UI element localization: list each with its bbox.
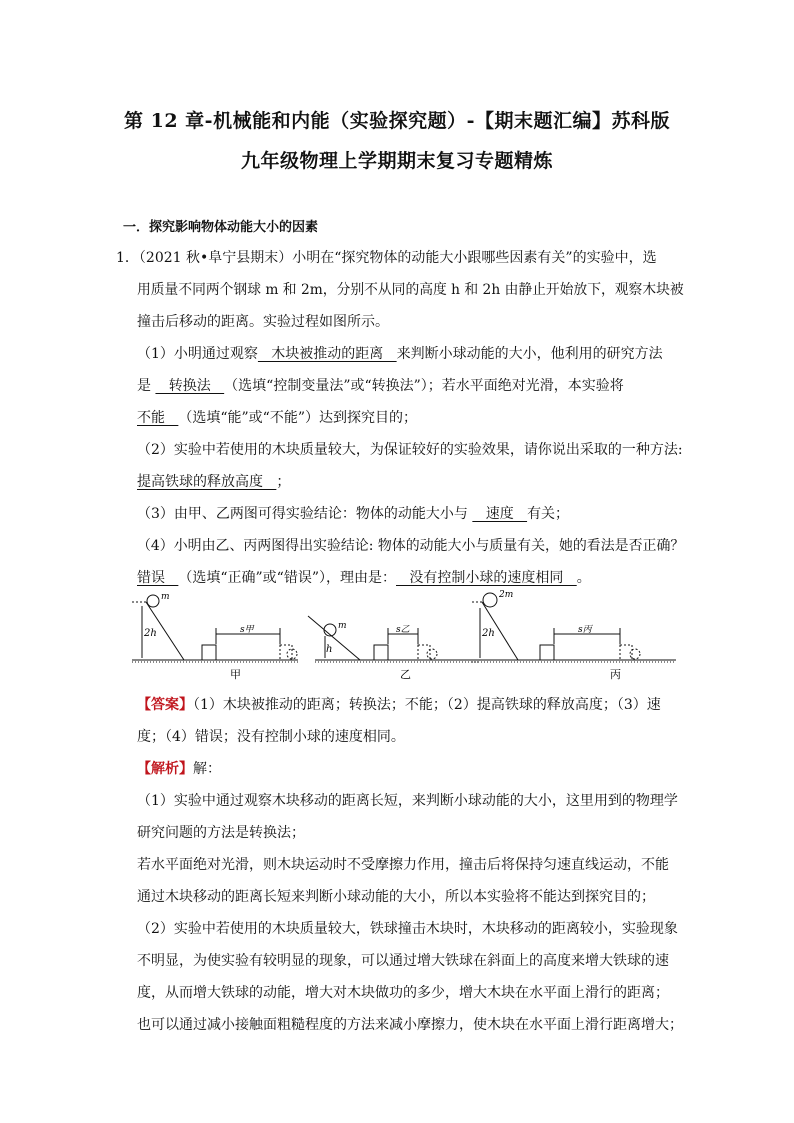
- answer-blank: 没有控制小球的速度相同: [396, 570, 577, 586]
- label-2h: 2h: [144, 628, 157, 639]
- analysis-line: 通过木块移动的距离长短来判断小球动能的大小，所以本实验将不能达到探究目的；: [137, 889, 655, 905]
- ball-final: [427, 649, 437, 659]
- analysis-header: 【解析】解：: [137, 761, 221, 777]
- answer-blank: 不能: [137, 410, 179, 426]
- experiment-figure: [120, 590, 680, 680]
- figure-jia: [132, 595, 298, 662]
- answer-blank: 木块被推动的距离: [257, 346, 397, 362]
- wood-block: [540, 645, 554, 660]
- wood-block: [202, 645, 216, 660]
- answer-blank: 转换法: [155, 378, 225, 394]
- label-m: m: [161, 592, 170, 602]
- answer-line: 【答案】（1）木块被推动的距离；转换法；不能；（2）提高铁球的释放高度；（3）速: [137, 697, 661, 713]
- label-2m: 2m: [499, 590, 514, 600]
- answer-line: 度；（4）错误；没有控制小球的速度相同。: [137, 729, 405, 745]
- question-number: 1．: [116, 250, 139, 266]
- question-text: 1．（2021 秋•阜宁县期末）小明在“探究物体的动能大小跟哪些因素有关”的实验中，选: [116, 250, 657, 266]
- label-s-yi: s乙: [396, 625, 410, 635]
- question-text: 撞击后移动的距离。实验过程如图所示。: [137, 314, 389, 330]
- question-part-4: 错误 （选填“正确”或“错误”），理由是： 没有控制小球的速度相同 。: [137, 570, 591, 586]
- wood-block: [374, 645, 388, 660]
- question-part-2: （2）实验中若使用的木块质量较大，为保证较好的实验效果，请你说出采取的一种方法:: [137, 442, 683, 458]
- analysis-line: （1）实验中通过观察木块移动的距离长短，来判断小球动能的大小，这里用到的物理学: [137, 793, 678, 809]
- figure-yi: [308, 616, 480, 662]
- label-s-bing: s丙: [578, 625, 592, 635]
- label-m: m: [338, 621, 347, 631]
- ball: [147, 595, 159, 607]
- answer-blank: 提高铁球的释放高度: [137, 474, 277, 490]
- question-part-2: 提高铁球的释放高度 ；: [137, 474, 291, 490]
- label-2h: 2h: [482, 628, 495, 639]
- section-heading: 一．探究影响物体动能大小的因素: [123, 220, 319, 235]
- label-s-jia: s甲: [240, 625, 254, 635]
- question-part-1: 不能 （选填“能”或“不能”）达到探究目的；: [137, 410, 417, 426]
- analysis-line: 也可以通过减小接触面粗糙程度的方法来减小摩擦力，使木块在水平面上滑行距离增大；: [137, 1017, 683, 1033]
- answer-label: 【答案】: [137, 697, 193, 713]
- question-part-1: （1）小明通过观察 木块被推动的距离 来判断小球动能的大小，他利用的研究方法: [137, 346, 663, 362]
- question-text: 用质量不同两个钢球 m 和 2m，分别不从同的高度 h 和 2h 由静止开始放下，观察木块被: [137, 282, 684, 298]
- label-bing: 丙: [610, 668, 621, 680]
- incline: [308, 616, 360, 660]
- analysis-line: 度，从而增大铁球的动能，增大对木块做功的多少，增大木块在水平面上滑行的距离；: [137, 985, 669, 1001]
- analysis-line: 若水平面绝对光滑，则木块运动时不受摩擦力作用，撞击后将保持匀速直线运动，不能: [137, 857, 669, 873]
- label-yi: 乙: [400, 668, 411, 680]
- label-jia: 甲: [230, 668, 241, 680]
- question-part-4: （4）小明由乙、丙两图得出实验结论: 物体的动能大小与质量有关，她的看法是否正确？: [137, 538, 685, 554]
- wood-block-final: [280, 645, 292, 660]
- question-part-1: 是 转换法 （选填“控制变量法”或“转换法”）；若水平面绝对光滑，本实验将: [137, 378, 624, 394]
- analysis-line: 不明显，为使实验有较明显的现象，可以通过增大铁球在斜面上的高度来增大铁球的速: [137, 953, 669, 969]
- ball: [483, 593, 497, 607]
- analysis-label: 【解析】: [137, 761, 193, 777]
- answer-blank: 速度: [472, 506, 528, 522]
- figure-bing: [472, 593, 676, 662]
- analysis-line: 研究问题的方法是转换法；: [137, 825, 305, 841]
- question-part-3: （3）由甲、乙两图可得实验结论：物体的动能大小与 速度 有关；: [137, 506, 570, 522]
- document-title-line2: 九年级物理上学期期末复习专题精炼: [240, 150, 553, 172]
- wood-block-final: [418, 645, 430, 660]
- document-title-line1: 第 12 章-机械能和内能（实验探究题）-【期末题汇编】苏科版: [124, 110, 670, 132]
- answer-blank: 错误: [137, 570, 179, 586]
- label-h: h: [326, 644, 333, 655]
- analysis-line: （2）实验中若使用的木块质量较大，铁球撞击木块时，木块移动的距离较小，实验现象: [137, 921, 678, 937]
